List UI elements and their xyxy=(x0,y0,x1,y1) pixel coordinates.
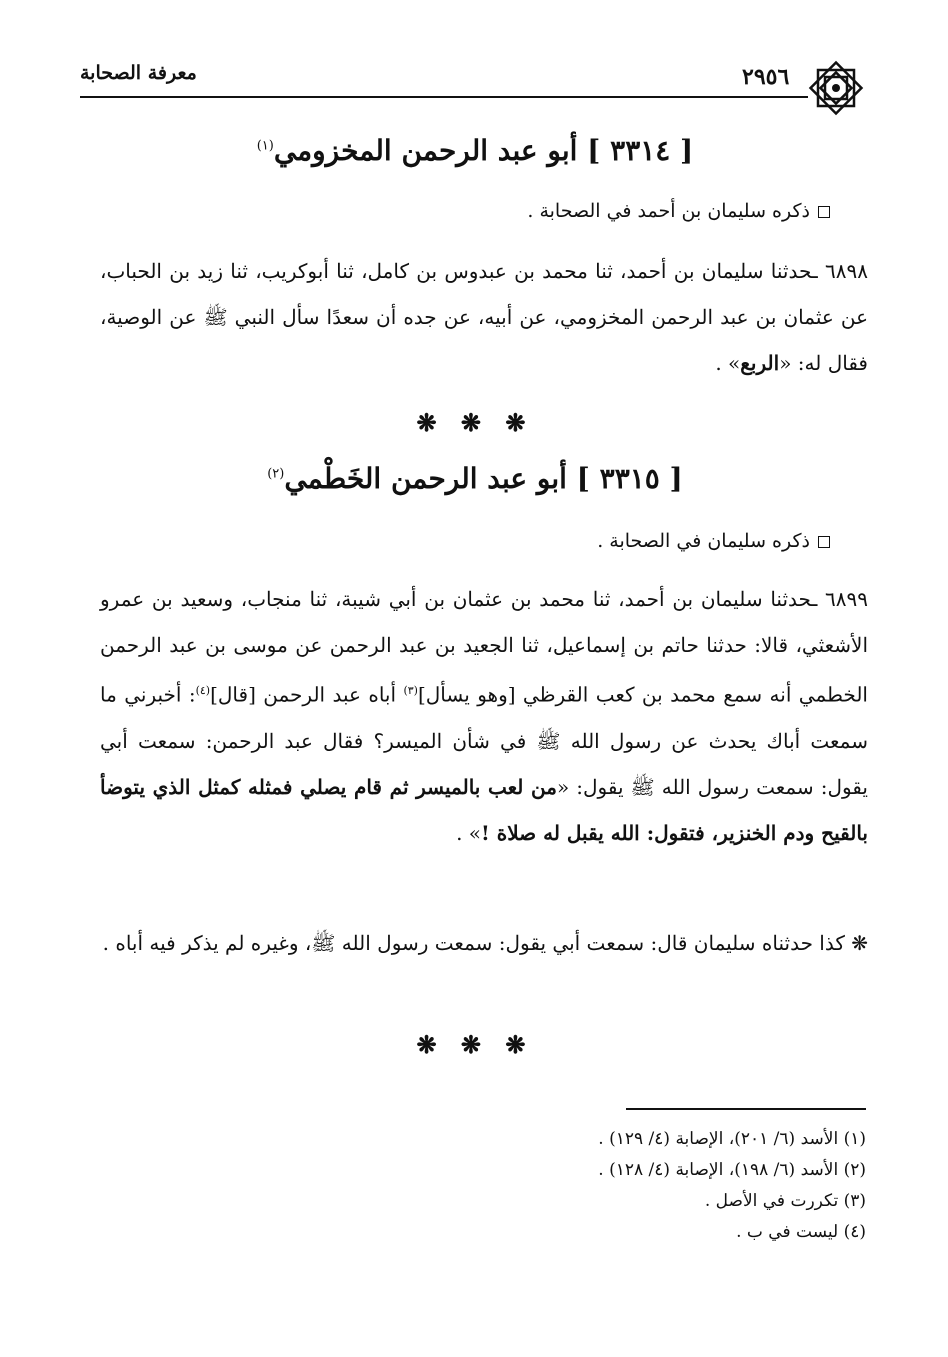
footnote-ref: (٤) xyxy=(195,684,211,697)
footnote-ref: (٣) xyxy=(403,684,418,697)
hadith-text: حدثنا سليمان بن أحمد، ثنا محمد بن عبدوس بن كامل، ثنا أبوكريب، ثنا زيد بن الحباب، عن عثمان بن عبد الرحمن المخزومي، عن أبيه، عن جده أن سعدًا سأل النبي ﷺ عن الوصية، فقال له: « xyxy=(100,259,868,375)
footnote-ref: (٢) xyxy=(267,466,285,482)
source-line xyxy=(527,200,830,222)
hadith-number: ٦٨٩٨ ـ xyxy=(811,259,868,283)
header-rule xyxy=(80,96,808,98)
editor-note: ❋ كذا حدثناه سليمان قال: سمعت أبي يقول: سمعت رسول الله ﷺ، وغيره لم يذكر فيه أباه . xyxy=(102,931,868,955)
footnote-1: (١) الأسد (٦/ ٢٠١)، الإصابة (٤/ ١٢٩) . xyxy=(598,1129,866,1149)
hadith-text-end: » . xyxy=(456,820,482,845)
box-mark-icon xyxy=(818,536,830,548)
box-mark-icon xyxy=(818,206,830,218)
source-line-text: ذكره سليمان بن أحمد في الصحابة . xyxy=(527,200,810,222)
entry-title-3315 xyxy=(100,462,850,495)
footnote-ref: (١) xyxy=(256,138,274,154)
hadith-text-end: » . xyxy=(715,351,741,375)
running-title: معرفة الصحابة xyxy=(80,62,197,84)
hadith-6899 xyxy=(100,576,868,856)
entry-title-3314 xyxy=(100,134,850,167)
entry-title-text: [ ٣٣١٥ ] أبو عبد الرحمن الخَطْمي xyxy=(284,462,683,495)
footnote-3: (٣) تكررت في الأصل . xyxy=(704,1191,866,1211)
hadith-text: أباه عبد الرحمن [قال] xyxy=(210,682,404,707)
footnotes xyxy=(446,1124,866,1248)
footnote-4: (٤) ليست في ب . xyxy=(736,1222,866,1242)
source-line xyxy=(597,530,830,552)
footnote-2: (٢) الأسد (٦/ ١٩٨)، الإصابة (٤/ ١٢٨) . xyxy=(598,1160,866,1180)
hadith-quote-bold: الربع xyxy=(740,351,780,375)
source-line-text: ذكره سليمان في الصحابة . xyxy=(597,530,810,552)
octagram-ornament-icon xyxy=(806,58,866,118)
hadith-text: حدثنا سليمان بن أحمد، ثنا محمد بن عثمان بن أبي شيبة، ثنا منجاب، وسعيد بن عمرو الأشعثي، قالا: حدثنا حاتم بن إسماعيل، ثنا الجعيد بن عبد الرحمن عن موسى بن عبد الرحمن الخطمي أنه سمع محمد بن كعب القرظي [وهو يسأل] xyxy=(100,587,868,707)
section-separator: ❋ ❋ ❋ xyxy=(416,1030,534,1059)
hadith-6898 xyxy=(100,248,868,386)
hadith-text: : أخبرني ما سمعت أباك يحدث عن رسول الله ﷺ في شأن الميسر؟ فقال عبد الرحمن: سمعت أبي يقول: سمعت رسول الله ﷺ يقول: « xyxy=(100,682,868,799)
section-separator: ❋ ❋ ❋ xyxy=(416,408,534,437)
hadith-quote-bold: من لعب بالميسر ثم قام يصلي فمثله كمثل الذي يتوضأ بالقيح ودم الخنزير، فتقول: الله يقبل له صلاة ! xyxy=(100,774,868,845)
hadith-number: ٦٨٩٩ ـ xyxy=(811,587,868,611)
page-number: ٢٩٥٦ xyxy=(742,64,790,90)
entry-title-text: [ ٣٣١٤ ] أبو عبد الرحمن المخزومي xyxy=(273,134,694,167)
footnote-rule xyxy=(626,1108,866,1110)
